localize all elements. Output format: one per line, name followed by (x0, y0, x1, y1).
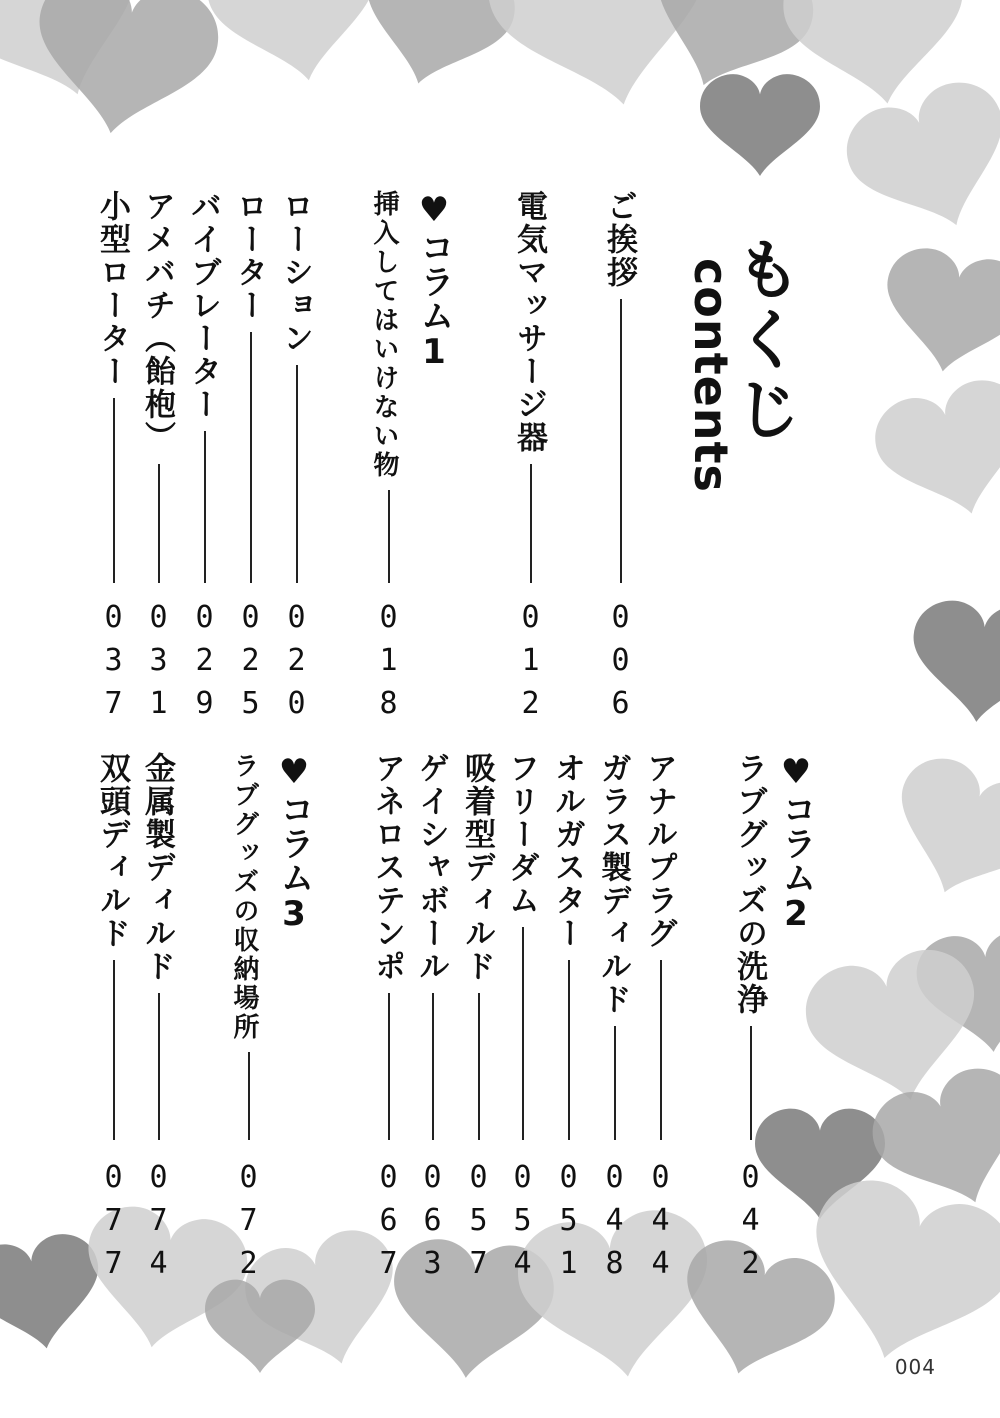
toc-entry-title: ローション (277, 190, 313, 355)
toc-entry-page: 042 (733, 1160, 768, 1289)
toc-entry-page: 051 (551, 1160, 586, 1289)
leader-line (248, 1052, 250, 1140)
leader-line (250, 332, 252, 583)
toc-entry-page: 020 (279, 600, 314, 729)
leader-line (158, 993, 160, 1140)
leader-line (530, 464, 532, 583)
toc-entry-page: 054 (505, 1160, 540, 1289)
toc-entry-title: フリーダム (503, 752, 539, 917)
toc-entry-page: 029 (187, 600, 222, 729)
toc-entry-title: ローター (231, 190, 267, 322)
toc-entry-title: ご挨拶 (601, 190, 637, 289)
toc-entry-title: オルガスター (549, 752, 585, 950)
toc-entry-page: 031 (141, 600, 176, 729)
toc-entry-title: 小型ローター (94, 190, 130, 388)
page-number: 004 (894, 1355, 936, 1379)
leader-line (388, 490, 390, 583)
toc-entry-page: 025 (233, 600, 268, 729)
toc-entry-page: 012 (513, 600, 548, 729)
toc-entry-title: アメバチ（飴枹） (139, 190, 175, 454)
heart-shape-8 (835, 70, 1000, 252)
toc-entry-title: 電気マッサージ器 (511, 190, 547, 454)
leader-line (620, 299, 622, 583)
toc-entry-page: 018 (371, 600, 406, 729)
leader-line (113, 960, 115, 1140)
toc-entry-title: ラブグッズの洗浄 (731, 752, 767, 1016)
toc-entry-page: 077 (96, 1160, 131, 1289)
heart-shape-11 (907, 597, 1000, 728)
leader-line (113, 398, 115, 583)
leader-line (204, 431, 206, 583)
leader-line (660, 960, 662, 1140)
heart-shape-2 (200, 0, 392, 95)
leader-line (296, 365, 298, 583)
toc-entry-title: アネロステンポ (369, 752, 405, 983)
heart-shape-9 (874, 242, 1000, 383)
toc-entry-title: アナルプラグ (641, 752, 677, 950)
leader-line (522, 927, 524, 1140)
heart-shape-10 (866, 371, 1000, 533)
column-heading: ♥コラム1 (414, 190, 454, 372)
toc-entry-page: 048 (597, 1160, 632, 1289)
toc-entry-page: 063 (415, 1160, 450, 1289)
heart-shape-12 (874, 747, 1000, 918)
toc-entry-title: ラブグッズの収納場所 (229, 752, 259, 1042)
toc-entry-title: 金属製ディルド (139, 752, 175, 983)
toc-entry-page: 067 (371, 1160, 406, 1289)
toc-entry-title: 双頭ディルド (94, 752, 130, 950)
toc-entry-title: ガラス製ディルド (595, 752, 631, 1016)
column-heading: ♥コラム2 (776, 752, 816, 934)
toc-entry-page: 072 (231, 1160, 266, 1289)
leader-line (478, 993, 480, 1140)
toc-title: もくじ (724, 235, 801, 445)
column-heading: ♥コラム3 (274, 752, 314, 934)
toc-entry-page: 044 (643, 1160, 678, 1289)
leader-line (614, 1026, 616, 1140)
leader-line (158, 464, 160, 583)
toc-entry-page: 074 (141, 1160, 176, 1289)
toc-entry-title: 挿入してはいけない物 (369, 190, 399, 480)
leader-line (388, 993, 390, 1140)
toc-entry-page: 057 (461, 1160, 496, 1289)
toc-entry-title: ゲイシャボール (413, 752, 449, 983)
toc-entry-page: 037 (96, 600, 131, 729)
toc-subtitle: contents (684, 258, 738, 493)
toc-entry-page: 006 (603, 600, 638, 729)
leader-line (432, 993, 434, 1140)
leader-line (568, 960, 570, 1140)
toc-entry-title: 吸着型ディルド (459, 752, 495, 983)
toc-entry-title: バイブレーター (185, 190, 221, 421)
heart-shape-7 (700, 74, 820, 176)
leader-line (750, 1026, 752, 1140)
